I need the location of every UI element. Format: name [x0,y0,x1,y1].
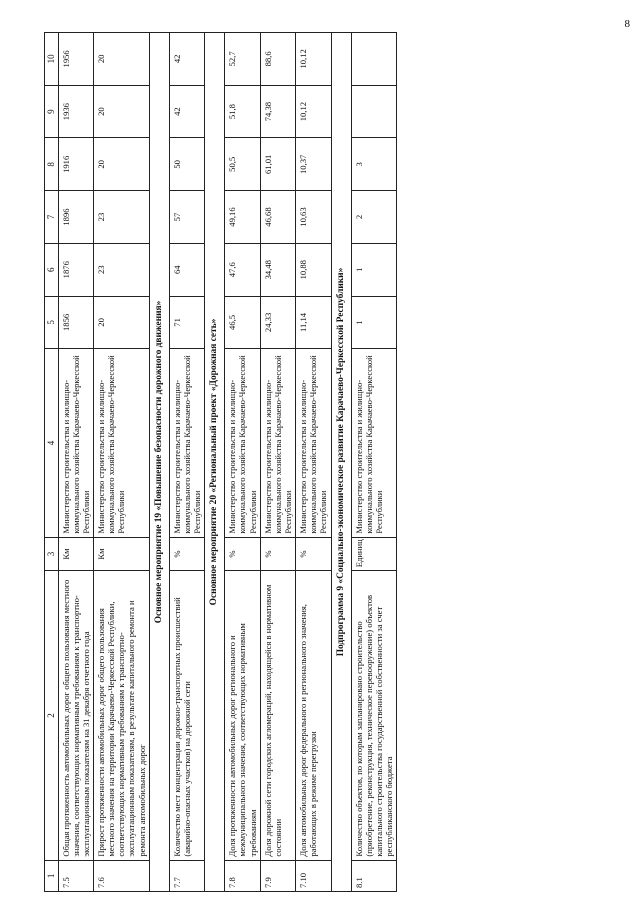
value-cell: 74,38 [260,85,295,138]
header-col-7: 7 [45,191,59,244]
value-cell: 1916 [58,138,93,191]
value-cell: 10,37 [296,138,331,191]
value-cell: 88,6 [260,33,295,86]
header-col-8: 8 [45,138,59,191]
indicator-name: Доля протяженности автомобильных дорог регионального и межмуниципального значения, соответствующих нормативным требованиям [225,571,260,860]
section-title: Основное мероприятие 20 «Региональный проект «Дорожная сеть» [205,33,225,892]
value-cell: 49,16 [225,191,260,244]
value-cell: 20 [94,138,150,191]
table-row [296,33,331,892]
value-cell: 52,7 [225,33,260,86]
executor-cell: Министерство строительства и жилищно-коммунального хозяйства Карачаево-Черкесской Республики [169,349,204,537]
section-heading-row [331,33,351,892]
value-cell: 34,48 [260,243,295,296]
executor-cell: Министерство строительства и жилищно-коммунального хозяйства Карачаево-Черкесской Республики [225,349,260,537]
value-cell: 50 [169,138,204,191]
value-cell [351,85,397,138]
value-cell: 64 [169,243,204,296]
section-title: Основное мероприятие 19 «Повышение безопасности дорожного движения» [149,33,169,892]
value-cell: 57 [169,191,204,244]
unit-cell: % [169,537,204,571]
value-cell: 20 [94,296,150,349]
value-cell: 1956 [58,33,93,86]
value-cell: 47,6 [225,243,260,296]
header-col-6: 6 [45,243,59,296]
header-col-2: 2 [45,571,59,860]
unit-cell: Единиц [351,537,397,571]
value-cell: 11,14 [296,296,331,349]
table-body [58,33,397,892]
executor-cell: Министерство строительства и жилищно-коммунального хозяйства Карачаево-Черкесской Республики [58,349,93,537]
unit-cell: % [296,537,331,571]
executor-cell: Министерство строительства и жилищно-коммунального хозяйства Карачаево-Черкесской Республики [260,349,295,537]
unit-cell: % [225,537,260,571]
executor-cell: Министерство строительства и жилищно-коммунального хозяйства Карачаево-Черкесской Республики [296,349,331,537]
header-col-10: 10 [45,33,59,86]
value-cell: 51,8 [225,85,260,138]
value-cell: 24,33 [260,296,295,349]
value-cell: 2 [351,191,397,244]
indicator-id: 8.1 [351,860,397,891]
value-cell: 46,68 [260,191,295,244]
indicator-id: 7.7 [169,860,204,891]
indicator-name: Доля дорожной сети городских агломераций, находящейся в нормативном состоянии [260,571,295,860]
header-col-5: 5 [45,296,59,349]
section-heading-row [149,33,169,892]
value-cell: 42 [169,85,204,138]
value-cell: 23 [94,243,150,296]
indicator-id: 7.6 [94,860,150,891]
value-cell: 50,5 [225,138,260,191]
column-number-header [45,33,59,892]
page-number: 8 [624,18,630,30]
value-cell: 20 [94,33,150,86]
section-heading-row [205,33,225,892]
value-cell: 1876 [58,243,93,296]
value-cell: 1896 [58,191,93,244]
header-col-1: 1 [45,860,59,891]
header-col-9: 9 [45,85,59,138]
indicator-name: Количество мест концентрации дорожно-транспортных происшествий (аварийно-опасных участков) на дорожной сети [169,571,204,860]
value-cell: 46,5 [225,296,260,349]
value-cell: 10,63 [296,191,331,244]
indicator-table-sheet [44,32,640,892]
value-cell: 23 [94,191,150,244]
table-row [169,33,204,892]
executor-cell: Министерство строительства и жилищно-коммунального хозяйства Карачаево-Черкесской Республики [94,349,150,537]
executor-cell: Министерство строительства и жилищно-коммунального хозяйства Карачаево-Черкесской Республики [351,349,397,537]
value-cell: 61,01 [260,138,295,191]
header-col-4: 4 [45,349,59,537]
value-cell: 71 [169,296,204,349]
indicator-id: 7.10 [296,860,331,891]
indicator-name: Доля автомобильных дорог федерального и регионального значения, работающих в режиме перегрузки [296,571,331,860]
unit-cell: Км [94,537,150,571]
indicator-name: Прирост протяженности автомобильных дорог общего пользования местного значения на территории Карачаево-Черкесской Республики, соответствующих нормативным требованиям к транспортно-эксплуатационным показателям, в результате капитального ремонта и ремонта автомобильных дорог [94,571,150,860]
value-cell: 3 [351,138,397,191]
value-cell: 10,88 [296,243,331,296]
indicator-id: 7.5 [58,860,93,891]
value-cell: 1856 [58,296,93,349]
value-cell [351,33,397,86]
indicator-name: Общая протяженность автомобильных дорог общего пользования местного значения, соответствующих нормативным требованиям к транспортно-эксплуатационным показателям на 31 декабря отчетного года [58,571,93,860]
value-cell: 10,12 [296,85,331,138]
unit-cell: Км [58,537,93,571]
value-cell: 10,12 [296,33,331,86]
value-cell: 1 [351,296,397,349]
table-row [260,33,295,892]
table-row [351,33,397,892]
value-cell: 42 [169,33,204,86]
value-cell: 1936 [58,85,93,138]
indicator-id: 7.9 [260,860,295,891]
header-col-3: 3 [45,537,59,571]
table-row [225,33,260,892]
indicator-name: Количество объектов, по которым запланировано строительство (приобретение, реконструкция, техническое перевооружение) объектов капитального строительства государственной собственности за счет республиканского бюджета [351,571,397,860]
value-cell: 1 [351,243,397,296]
indicator-table [44,32,397,892]
unit-cell: % [260,537,295,571]
section-title: Подпрограмма 9 «Социально-экономическое развитие Карачаево-Черкесской Республики» [331,33,351,892]
value-cell: 20 [94,85,150,138]
indicator-id: 7.8 [225,860,260,891]
table-row [94,33,150,892]
table-row [58,33,93,892]
